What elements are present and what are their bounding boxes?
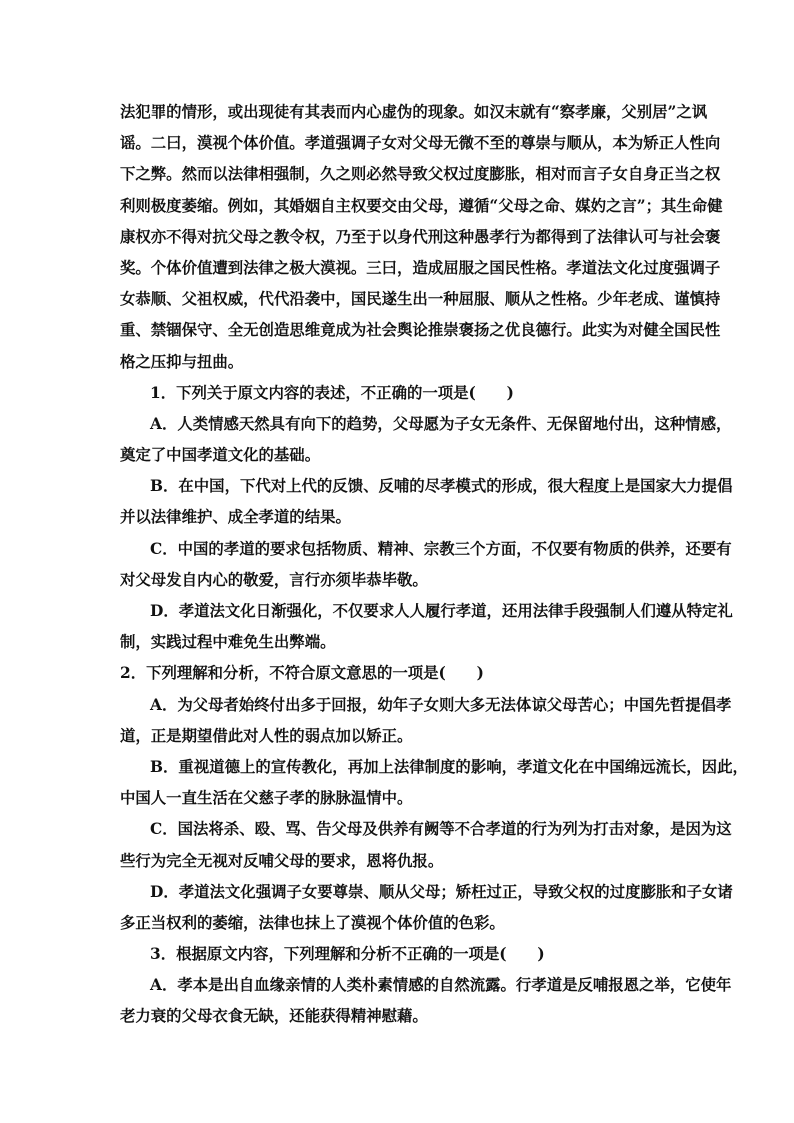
passage-line: 利则极度萎缩。例如，其婚姻自主权要交由父母，遵循“父母之命、媒妁之言”；其生命健 xyxy=(120,196,723,215)
question-1-option-b-cont: 并以法律维护、成全孝道的结果。 xyxy=(120,508,351,527)
question-1-option-c-cont: 对父母发自内心的敬爱，言行亦须毕恭毕敬。 xyxy=(120,570,428,589)
question-2-option-a: A．为父母者始终付出多于回报，幼年子女则大多无法体谅父母苦心；中国先哲提倡孝 xyxy=(150,695,732,714)
question-1-option-d: D．孝道法文化日渐强化，不仅要求人人履行孝道，还用法律手段强制人们遵从特定礼 xyxy=(150,602,733,620)
question-3-option-a-cont: 老力衰的父母衣食无缺，还能获得精神慰藉。 xyxy=(120,1007,428,1026)
question-3 xyxy=(120,939,732,1033)
passage-line: 重、禁锢保守、全无创造思维竟成为社会舆论推崇褒扬之优良德行。此实为对健全国民性 xyxy=(120,321,721,340)
question-3-stem: 3．根据原文内容，下列理解和分析不正确的一项是( ) xyxy=(150,945,545,964)
question-1-option-b: B．在中国，下代对上代的反馈、反哺的尽孝模式的形成，很大程度上是国家大力提倡 xyxy=(150,477,733,496)
question-2-option-b-cont: 中国人一直生活在父慈子孝的脉脉温情中。 xyxy=(120,789,413,808)
question-2-option-c: C．国法将杀、殴、骂、告父母及供养有阙等不合孝道的行为列为打击对象，是因为这 xyxy=(150,820,732,839)
question-1-option-c: C．中国的孝道的要求包括物质、精神、宗教三个方面，不仅要有物质的供养，还要有 xyxy=(150,539,732,558)
passage-line: 下之弊。然而以法律相强制，久之则必然导致父权过度膨胀，相对而言子女自身正当之权 xyxy=(120,165,721,184)
passage-line: 谣。二曰，漠视个体价值。孝道强调子女对父母无微不至的尊崇与顺从，本为矫正人性向 xyxy=(120,134,721,153)
passage-line: 格之压抑与扭曲。 xyxy=(120,352,244,371)
question-2 xyxy=(120,658,748,939)
question-1 xyxy=(120,378,733,659)
question-1-option-a-cont: 奠定了中国孝道文化的基础。 xyxy=(120,446,321,465)
question-2-stem: 2．下列理解和分析，不符合原文意思的一项是( ) xyxy=(120,664,484,683)
passage-line: 奖。个体价值遭到法律之极大漠视。三曰，造成屈服之国民性格。孝道法文化过度强调子 xyxy=(120,258,721,277)
question-2-option-d: D．孝道法文化强调子女要尊崇、顺从父母；矫枉过正，导致父权的过度膨胀和子女诸 xyxy=(150,882,733,901)
question-3-option-a: A．孝本是出自血缘亲情的人类朴素情感的自然流露。行孝道是反哺报恩之举，它使年 xyxy=(150,976,732,995)
question-1-stem: 1．下列关于原文内容的表述，不正确的一项是( ) xyxy=(150,383,514,402)
passage-line: 女恭顺、父祖权威，代代沿袭中，国民遂生出一种屈服、顺从之性格。少年老成、谨慎持 xyxy=(120,290,721,309)
question-2-option-a-cont: 道，正是期望借此对人性的弱点加以矫正。 xyxy=(120,726,413,745)
passage-line: 康权亦不得对抗父母之教令权，乃至于以身代刑这种愚孝行为都得到了法律认可与社会褒 xyxy=(120,227,721,246)
passage xyxy=(120,97,723,378)
passage-line: 法犯罪的情形，或出现徒有其表而内心虚伪的现象。如汉末就有“察孝廉，父别居”之讽 xyxy=(120,103,708,121)
question-1-option-d-cont: 制，实践过程中难免生出弊端。 xyxy=(120,633,336,652)
question-2-option-b: B．重视道德上的宣传教化，再加上法律制度的影响，孝道文化在中国绵远流长，因此， xyxy=(150,757,748,776)
question-2-option-d-cont: 多正当权利的萎缩，法律也抹上了漠视个体价值的色彩。 xyxy=(120,913,505,932)
question-1-option-a: A．人类情感天然具有向下的趋势，父母愿为子女无条件、无保留地付出，这种情感， xyxy=(150,414,732,433)
document-page xyxy=(120,97,748,1033)
question-2-option-c-cont: 些行为完全无视对反哺父母的要求，恩将仇报。 xyxy=(120,851,444,870)
